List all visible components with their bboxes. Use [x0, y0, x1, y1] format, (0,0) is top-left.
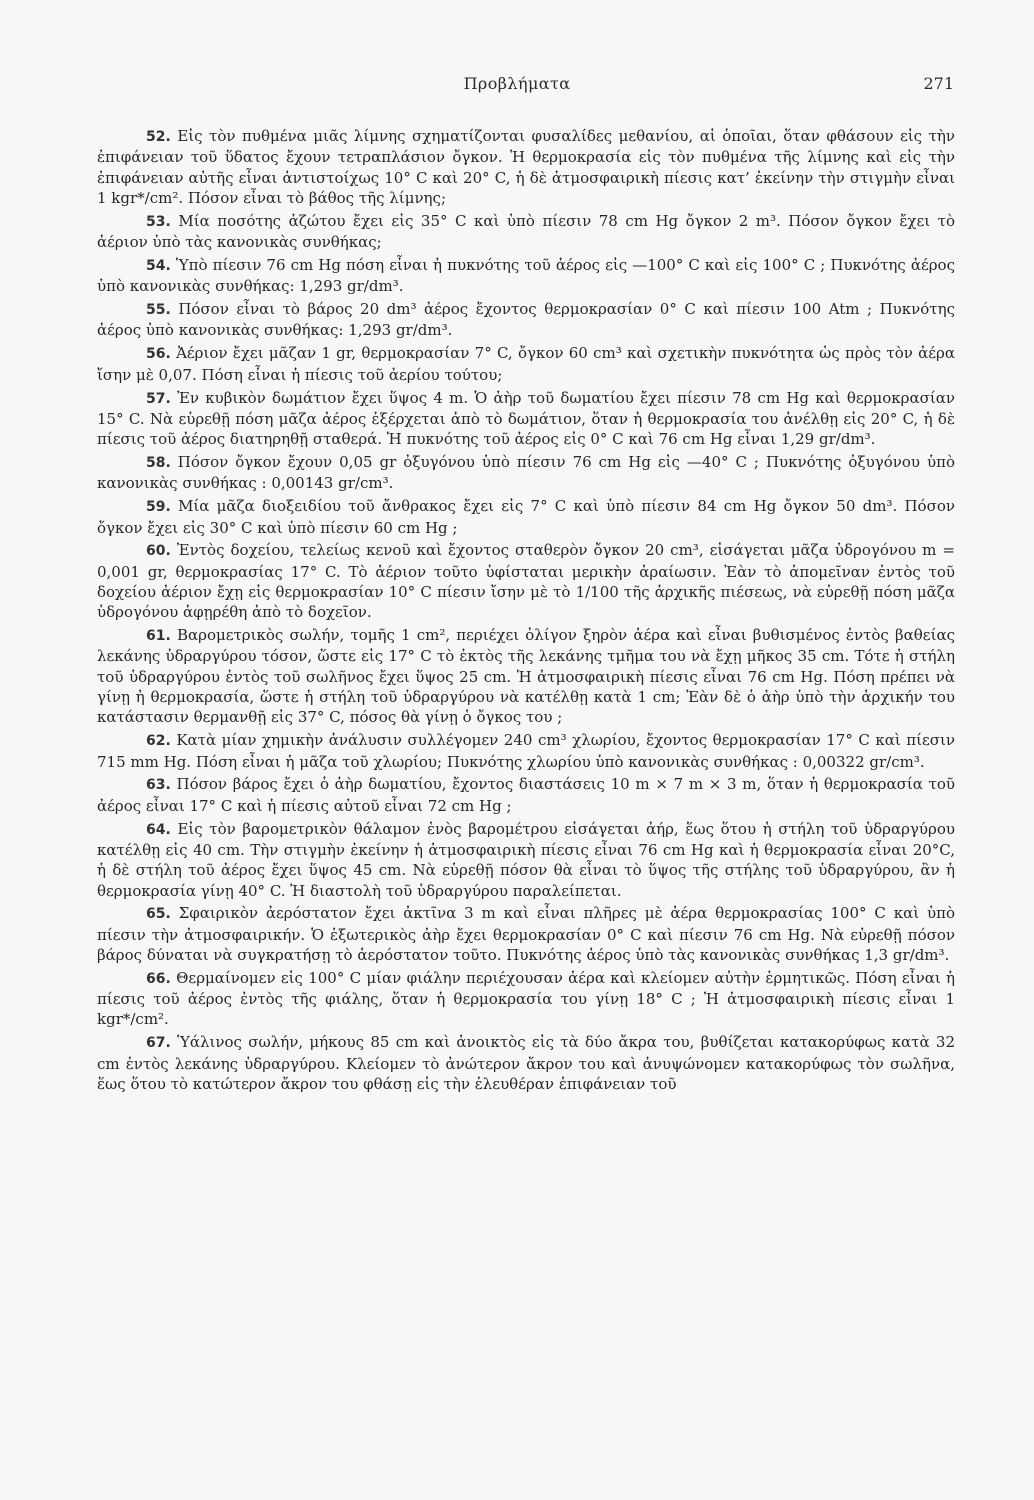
problem-text: Ὑπὸ πίεσιν 76 cm Hg πόση εἶναι ἡ πυκνότης τοῦ ἀέρος εἰς —100° C καὶ εἰς 100° C ; Πυκνότης ἀέρος ὑπὸ κανονικὰς συνθήκας: 1,293 gr/dm³.: [97, 255, 955, 296]
problem-number: 58.: [146, 455, 171, 472]
problem-64: [97, 819, 955, 901]
problem-52: [97, 126, 955, 208]
problem-text: Ὑάλινος σωλήν, μήκους 85 cm καὶ ἀνοικτὸς εἰς τὰ δύο ἄκρα του, βυθίζεται κατακορύφως κατὰ 32 cm ἐντὸς λεκάνης ὑδραργύρου. Κλείομεν τὸ ἀνώτερον ἄκρον του καὶ ἀνυψώνομεν κατακορύφως τὸν σωλῆνα, ἕως ὅτου τὸ κατώτερον ἄκρον του φθάσῃ εἰς τὴν ἐλευθέραν ἐπιφάνειαν τοῦ: [97, 1033, 955, 1093]
problem-63: [97, 774, 955, 816]
problem-67: [97, 1032, 955, 1094]
problem-66: [97, 968, 955, 1030]
problem-text: Ἐν κυβικὸν δωμάτιον ἔχει ὕψος 4 m. Ὁ ἀὴρ τοῦ δωματίου ἔχει πίεσιν 78 cm Hg καὶ θερμοκρασίαν 15° C. Νὰ εὑρεθῇ πόση μᾶζα ἀέρος ἐξέρχεται ἀπὸ τὸ δωμάτιον, ὅταν ἡ θερμοκρασία του ἀνέλθῃ εἰς 20° C, ἡ δὲ πίεσις τοῦ ἀέρος διατηρηθῇ σταθερά. Ἡ πυκνότης τοῦ ἀέρος εἰς 0° C καὶ 76 cm Hg εἶναι 1,29 gr/dm³.: [97, 388, 955, 449]
problem-text: Μία μᾶζα διοξειδίου τοῦ ἄνθρακος ἔχει εἰς 7° C καὶ ὑπὸ πίεσιν 84 cm Hg ὄγκον 50 dm³. Πόσον ὄγκον ἔχει εἰς 30° C καὶ ὑπὸ πίεσιν 60 cm Hg ;: [97, 497, 955, 537]
problem-number: 64.: [146, 821, 171, 838]
problem-62: [97, 730, 955, 772]
problem-58: [97, 452, 955, 494]
problem-number: 67.: [146, 1035, 171, 1052]
problem-number: 61.: [146, 628, 171, 645]
problem-text: Πόσον βάρος ἔχει ὁ ἀὴρ δωματίου, ἔχοντος διαστάσεις 10 m × 7 m × 3 m, ὅταν ἡ θερμοκρασία τοῦ ἀέρος εἶναι 17° C καὶ ἡ πίεσις αὐτοῦ εἶναι 72 cm Hg ;: [97, 775, 955, 815]
problem-54: [97, 255, 955, 297]
problem-text: Θερμαίνομεν εἰς 100° C μίαν φιάλην περιέχουσαν ἀέρα καὶ κλείομεν αὐτὴν ἑρμητικῶς. Πόση εἶναι ἡ πίεσις τοῦ ἀέρος ἐντὸς τῆς φιάλης, ὅταν ἡ θερμοκρασία του γίνῃ 18° C ; Ἡ ἀτμοσφαιρικὴ πίεσις εἶναι 1 kgr*/cm².: [97, 968, 955, 1029]
problem-text: Ἀέριον ἔχει μᾶζαν 1 gr, θερμοκρασίαν 7° C, ὄγκον 60 cm³ καὶ σχετικὴν πυκνότητα ὡς πρὸς τὸν ἀέρα ἴσην μὲ 0,07. Πόση εἶναι ἡ πίεσις τοῦ ἀερίου τούτου;: [97, 344, 955, 384]
problem-text: Πόσον εἶναι τὸ βάρος 20 dm³ ἀέρος ἔχοντος θερμοκρασίαν 0° C καὶ πίεσιν 100 Atm ; Πυκνότης ἀέρος ὑπὸ κανονικὰς συνθήκας: 1,293 gr/dm³.: [97, 300, 955, 340]
problem-56: [97, 343, 955, 385]
problem-number: 65.: [146, 906, 171, 923]
problem-text: Πόσον ὄγκον ἔχουν 0,05 gr ὀξυγόνου ὑπὸ πίεσιν 76 cm Hg εἰς —40° C ; Πυκνότης ὀξυγόνου ὑπὸ κανονικὰς συνθήκας : 0,00143 gr/cm³.: [97, 453, 955, 493]
problem-number: 54.: [146, 257, 171, 274]
problem-number: 55.: [146, 302, 171, 319]
problem-number: 52.: [146, 129, 171, 145]
problem-57: [97, 388, 955, 450]
problem-text: Ἐντὸς δοχείου, τελείως κενοῦ καὶ ἔχοντος σταθερὸν ὄγκον 20 cm³, εἰσάγεται μᾶζα ὑδρογόνου m = 0,001 gr, θερμοκρασίας 17° C. Τὸ ἀέριον τοῦτο ὑφίσταται μερικὴν ἀραίωσιν. Ἐὰν τὸ ἀπομεῖναν ἐντὸς τοῦ δοχείου ἀέριον ἔχῃ εἰς θερμοκρασίαν 10° C πίεσιν ἴσην μὲ τὸ 1/100 τῆς ἀρχικῆς πιέσεως, νὰ εὑρεθῇ πόση μᾶζα ὑδρογόνου ἀφῃρέθη ἀπὸ τὸ δοχεῖον.: [97, 541, 955, 622]
problem-number: 59.: [146, 499, 171, 516]
problems-list: [97, 126, 955, 1097]
problem-text: Εἰς τὸν βαρομετρικὸν θάλαμον ἑνὸς βαρομέτρου εἰσάγεται ἀήρ, ἕως ὅτου ἡ στήλη τοῦ ὑδραργύρου κατέλθῃ εἰς 40 cm. Τὴν στιγμὴν ἐκείνην ἡ ἀτμοσφαιρικὴ πίεσις εἶναι 76 cm Hg καὶ ἡ θερμοκρασία εἶναι 20°C, ἡ δὲ στήλη τοῦ ἀέρος ἔχει ὕψος 45 cm. Νὰ εὑρεθῇ πόσον θὰ εἶναι τὸ ὕψος τῆς στήλης τοῦ ὑδραργύρου, ἂν ἡ θερμοκρασία γίνῃ 40° C. Ἡ διαστολὴ τοῦ ὑδραργύρου παραλείπεται.: [97, 819, 955, 900]
problem-text: Κατὰ μίαν χημικὴν ἀνάλυσιν συλλέγομεν 240 cm³ χλωρίου, ἔχοντος θερμοκρασίαν 17° C καὶ πίεσιν 715 mm Hg. Πόση εἶναι ἡ μᾶζα τοῦ χλωρίου; Πυκνότης χλωρίου ὑπὸ κανονικὰς συνθήκας : 0,00322 gr/cm³.: [97, 731, 955, 771]
problem-65: [97, 903, 955, 965]
problem-number: 66.: [146, 970, 171, 987]
problem-number: 62.: [146, 733, 171, 750]
running-title: Προβλήματα: [463, 74, 571, 93]
page-number: 271: [923, 74, 954, 93]
problem-text: Μία ποσότης ἀζώτου ἔχει εἰς 35° C καὶ ὑπὸ πίεσιν 78 cm Hg ὄγκον 2 m³. Πόσον ὄγκον ἔχει τὸ ἀέριον ὑπὸ τὰς κανονικὰς συνθήκας;: [97, 211, 955, 252]
problem-number: 56.: [146, 346, 171, 363]
problem-60: [97, 540, 955, 622]
problem-text: Βαρομετρικὸς σωλήν, τομῆς 1 cm², περιέχει ὀλίγον ξηρὸν ἀέρα καὶ εἶναι βυθισμένος ἐντὸς βαθείας λεκάνης ὑδραργύρου τόσον, ὥστε εἰς 17° C τὸ ἐκτὸς τῆς λεκάνης τμῆμα του νὰ ἔχῃ μῆκος 35 cm. Τότε ἡ στήλη τοῦ ὑδραργύρου ἐντὸς τοῦ σωλῆνος ἔχει ὕψος 25 cm. Ἡ ἀτμοσφαιρικὴ πίεσις εἶναι 76 cm Hg. Πόση πρέπει νὰ γίνῃ ἡ θερμοκρασία, ὥστε ἡ στήλη τοῦ ὑδραργύρου νὰ κατέλθῃ κατὰ 1 cm; Ἐὰν δὲ ὁ ἀὴρ ὑπὸ τὴν ἀρχικήν του κατάστασιν θερμανθῇ εἰς 37° C, πόσος θὰ γίνῃ ὁ ὄγκος του ;: [97, 626, 955, 727]
problem-61: [97, 625, 955, 727]
problem-number: 60.: [146, 543, 171, 560]
problem-59: [97, 496, 955, 538]
problem-number: 63.: [146, 777, 171, 794]
page-header: [0, 74, 1034, 104]
problem-55: [97, 299, 955, 341]
problem-53: [97, 211, 955, 253]
problem-text: Σφαιρικὸν ἀερόστατον ἔχει ἀκτῖνα 3 m καὶ εἶναι πλῆρες μὲ ἀέρα θερμοκρασίας 100° C καὶ ὑπὸ πίεσιν τὴν ἀτμοσφαιρικήν. Ὁ ἐξωτερικὸς ἀὴρ ἔχει θερμοκρασίαν 0° C καὶ πίεσιν 76 cm Hg. Νὰ εὑρεθῇ πόσον βάρος δύναται νὰ συγκρατήσῃ τὸ ἀερόστατον τοῦτο. Πυκνότης ἀέρος ὑπὸ τὰς κανονικὰς συνθήκας 1,3 gr/dm³.: [97, 904, 955, 964]
problem-text: Εἰς τὸν πυθμένα μιᾶς λίμνης σχηματίζονται φυσαλίδες μεθανίου, αἱ ὁποῖαι, ὅταν φθάσουν εἰς τὴν ἐπιφάνειαν τοῦ ὕδατος ἔχουν τετραπλάσιον ὄγκον. Ἡ θερμοκρασία εἰς τὸν πυθμένα τῆς λίμνης καὶ εἰς τὴν ἐπιφάνειαν αὐτῆς εἶναι ἀντιστοίχως 10° C καὶ 20° C, ἡ δὲ ἀτμοσφαιρικὴ πίεσις κατ’ ἐκείνην τὴν στιγμὴν εἶναι 1 kgr*/cm². Πόσον εἶναι τὸ βάθος τῆς λίμνης;: [97, 127, 955, 207]
problem-number: 53.: [146, 213, 171, 230]
problem-number: 57.: [146, 390, 171, 407]
